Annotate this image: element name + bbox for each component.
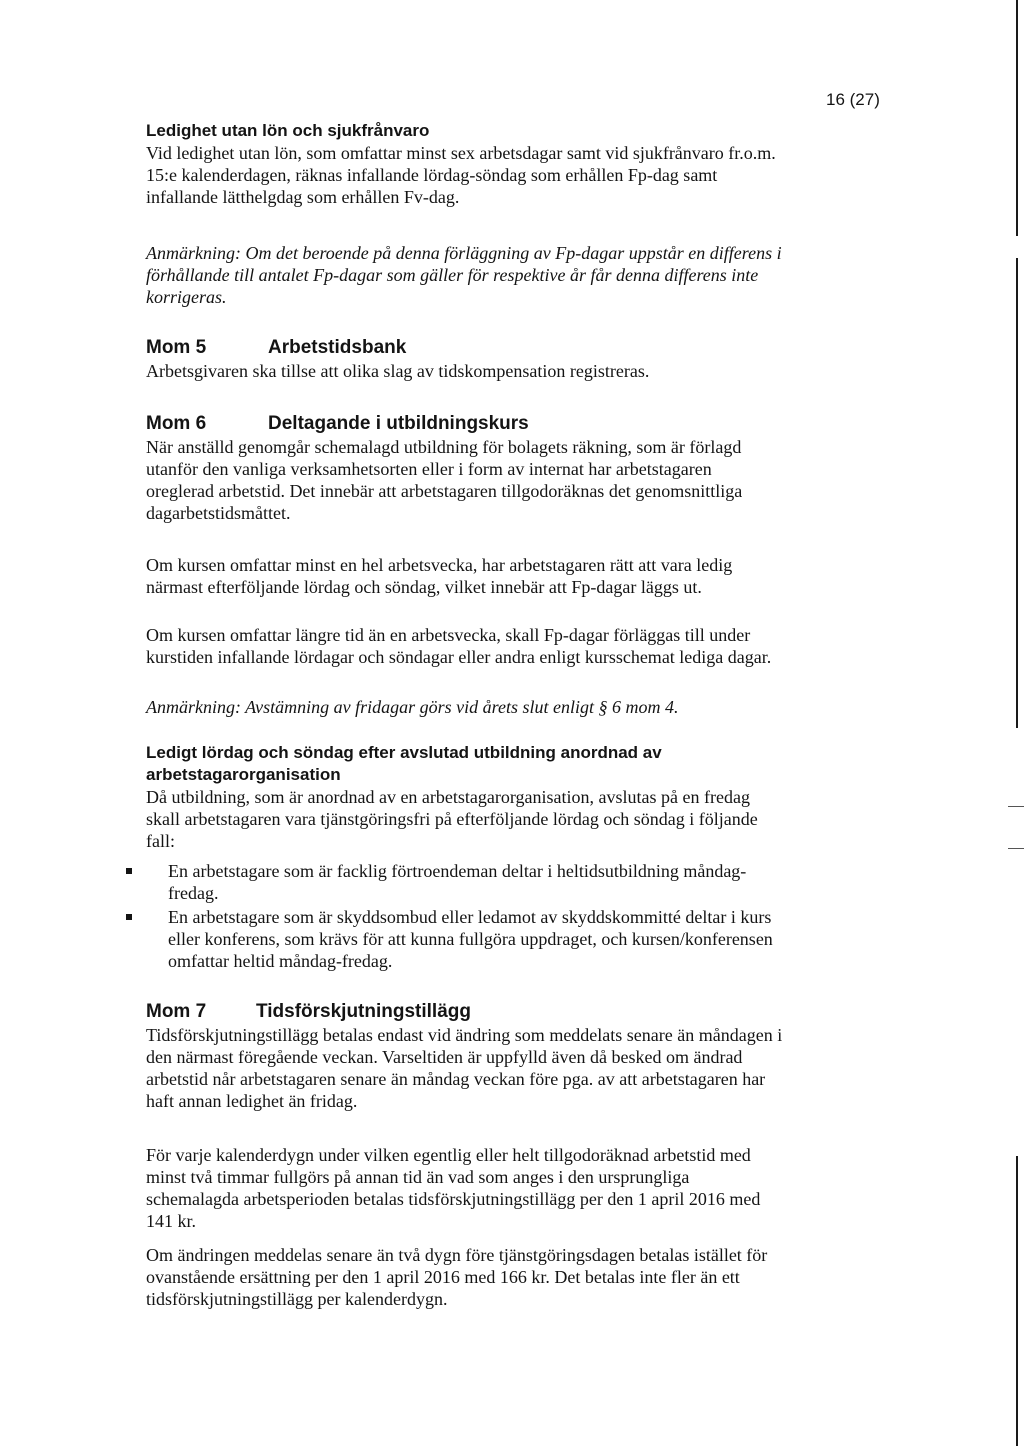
paragraph-line: Arbetsgivaren ska tillse att olika slag av tidskompensation registreras. [146, 361, 650, 381]
section-mom5 [146, 336, 876, 382]
mom-number: Mom 7 [146, 1001, 207, 1022]
paragraph-line: oreglerad arbetstid. Det innebär att arbetstagaren tillgodoräknas det genomsnittliga [146, 481, 743, 501]
section-heading: Ledigt lördag och söndag efter avslutad utbildning anordnad av [146, 743, 662, 762]
paragraph-line: kurstiden infallande lördagar och söndagar eller andra enligt kursschemat lediga dagar. [146, 647, 772, 667]
section-ledighet [146, 120, 876, 208]
note-avstamning [146, 696, 876, 718]
paragraph-line: 15:e kalenderdagen, räknas infallande lördag-söndag som erhållen Fp-dag samt [146, 165, 718, 185]
section-ledigt-lordag [146, 742, 886, 852]
paragraph-line: utanför den vanliga verksamhetsorten eller i form av internat har arbetstagaren [146, 459, 712, 479]
paragraph-line: närmast efterföljande lördag och söndag, vilket innebär att Fp-dagar läggs ut. [146, 577, 702, 597]
mom-title: Tidsförskjutningstillägg [256, 1001, 471, 1022]
note-line: förhållande till antalet Fp-dagar som gäller för respektive år får denna differens inte [146, 265, 759, 285]
paragraph-mom7-2 [146, 1144, 886, 1232]
paragraph-line: Tidsförskjutningstillägg betalas endast vid ändring som meddelats senare än måndagen i [146, 1025, 783, 1045]
paragraph-line: Om kursen omfattar minst en hel arbetsvecka, har arbetstagaren rätt att vara ledig [146, 555, 733, 575]
paragraph-mom7-3 [146, 1244, 886, 1310]
paragraph-line: Då utbildning, som är anordnad av en arbetstagarorganisation, avslutas på en fredag [146, 787, 750, 807]
note-line: Anmärkning: Avstämning av fridagar görs vid årets slut enligt § 6 mom 4. [146, 697, 679, 717]
scan-edge-line [1016, 258, 1018, 728]
paragraph-line: schemalagda arbetsperioden betalas tidsförskjutningstillägg per den 1 april 2016 med [146, 1189, 761, 1209]
note-fp-dagar [146, 242, 876, 308]
note-line: Anmärkning: Om det beroende på denna förläggning av Fp-dagar uppstår en differens i [146, 243, 782, 263]
paragraph-mom6-3 [146, 624, 876, 668]
scan-edge-tick [1008, 848, 1024, 849]
list-item-line: En arbetstagare som är facklig förtroendeman deltar i heltidsutbildning måndag- [168, 861, 747, 881]
paragraph-line: fall: [146, 831, 175, 851]
list-item-line: omfattar heltid måndag-fredag. [168, 951, 393, 971]
paragraph-line: skall arbetstagaren vara tjänstgöringsfri på efterföljande lördag och söndag i följande [146, 809, 758, 829]
list-item-line: eller konferens, som krävs för att kunna fullgöra uppdraget, och kursen/konferensen [168, 929, 773, 949]
list-item-line: En arbetstagare som är skyddsombud eller ledamot av skyddskommitté deltar i kurs [168, 907, 772, 927]
bullet-icon [126, 868, 132, 874]
paragraph-line: dagarbetstidsmåttet. [146, 503, 291, 523]
section-mom6 [146, 412, 876, 524]
paragraph-line: För varje kalenderdygn under vilken egentlig eller helt tillgodoräknad arbetstid med [146, 1145, 751, 1165]
mom-heading [146, 336, 876, 360]
paragraph-line: tidsförskjutningstillägg per kalenderdygn. [146, 1289, 448, 1309]
section-mom7 [146, 1000, 886, 1112]
section-heading: arbetstagarorganisation [146, 765, 341, 784]
list-item [146, 860, 876, 904]
paragraph-line: haft annan ledighet än fridag. [146, 1091, 358, 1111]
scan-edge-line [1016, 1156, 1018, 1446]
paragraph-line: När anställd genomgår schemalagd utbildning för bolagets räkning, som är förlagd [146, 437, 742, 457]
mom-number: Mom 5 [146, 337, 207, 358]
section-heading: Ledighet utan lön och sjukfrånvaro [146, 121, 430, 140]
page-number: 16 (27) [826, 90, 880, 109]
paragraph-line: 141 kr. [146, 1211, 197, 1231]
paragraph-line: minst två timmar fullgörs på annan tid än vad som anges i den ursprungliga [146, 1167, 690, 1187]
paragraph-line: arbetstid når arbetstagaren senare än måndag veckan före pga. av att arbetstagaren har [146, 1069, 766, 1089]
bullet-icon [126, 914, 132, 920]
paragraph-line: ovanstående ersättning per den 1 april 2016 med 166 kr. Det betalas inte fler än ett [146, 1267, 740, 1287]
paragraph-mom6-2 [146, 554, 876, 598]
bullet-list [146, 860, 876, 974]
scan-edge-line [1016, 0, 1018, 236]
bullet-list-items [146, 860, 876, 972]
mom-heading [146, 1000, 886, 1024]
mom-title: Deltagande i utbildningskurs [268, 413, 529, 434]
list-item [146, 906, 876, 972]
paragraph-line: den närmast föregående veckan. Varseltiden är uppfylld även då besked om ändrad [146, 1047, 743, 1067]
list-item-line: fredag. [168, 883, 219, 903]
mom-heading [146, 412, 876, 436]
scan-edge-tick [1008, 806, 1024, 807]
paragraph-line: Om ändringen meddelas senare än två dygn före tjänstgöringsdagen betalas istället för [146, 1245, 768, 1265]
paragraph-line: infallande lätthelgdag som erhållen Fv-dag. [146, 187, 460, 207]
mom-title: Arbetstidsbank [268, 337, 407, 358]
paragraph-line: Om kursen omfattar längre tid än en arbetsvecka, skall Fp-dagar förläggas till under [146, 625, 751, 645]
paragraph-line: Vid ledighet utan lön, som omfattar minst sex arbetsdagar samt vid sjukfrånvaro fr.o.m. [146, 143, 776, 163]
note-line: korrigeras. [146, 287, 227, 307]
mom-number: Mom 6 [146, 413, 207, 434]
